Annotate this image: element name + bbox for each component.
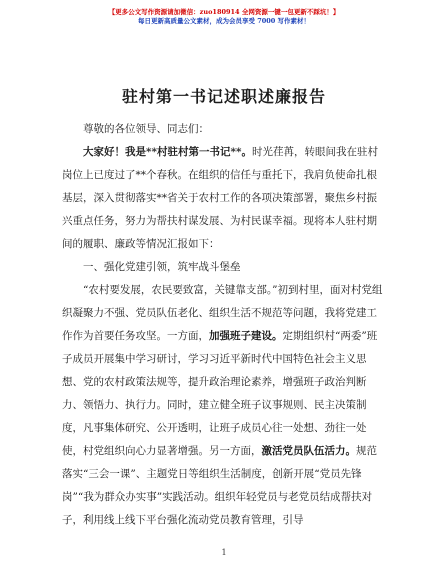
promo-banner bbox=[0, 8, 448, 26]
para2-part-a: “农村要发展，农民要致富，关键靠支部。”初到村里，面对村党组织凝聚力不强、党员队伍老化、组织生活不规范等问题，我将党建工作作为首要任务攻坚。一方面， bbox=[62, 284, 383, 342]
para2-bold-a: 加强班子建设。 bbox=[209, 330, 283, 342]
document-body bbox=[62, 118, 386, 532]
intro-text: 时光荏苒，转眼间我在驻村岗位上已度过了**个春秋。在组织的信任与重托下，我肩负使命扎根基层，深入贯彻落实**省关于农村工作的各项决策部署，聚焦乡村振兴重点任务，努力为帮扶村谋发展、为村民谋幸福。现将本人驻村期间的履职、廉政等情况汇报如下： bbox=[62, 146, 378, 250]
paragraph-intro bbox=[62, 141, 386, 256]
paragraph-party-building bbox=[62, 279, 386, 532]
salutation: 尊敬的各位领导、同志们： bbox=[83, 123, 209, 135]
para2-part-b: 定期组织村“两委”班子成员开展集中学习研讨，学习习近平新时代中国特色社会主义思想、党的农村政策法规等，提升政治理论素养，增强班子政治判断力、领悟力、执行力。同时，建立健全班子议事规则、民主决策制度，凡事集体研究、公开透明，让班子成员心往一处想、劲往一处使，村党组织向心力显著增强。另一方面， bbox=[62, 330, 378, 457]
para2-part-c: 规范落实“三会一课”、主题党日等组织生活制度，创新开展“党员先锋岗”“我为群众办实事”实践活动。组织年轻党员与老党员结成帮扶对子，利用线上线下平台强化流动党员教育管理，引导 bbox=[62, 445, 377, 526]
para2-bold-b: 激活党员队伍活力。 bbox=[261, 445, 356, 457]
section-heading-1: 一、强化党建引领，筑牢战斗堡垒 bbox=[83, 261, 241, 273]
promo-banner-line-1: 【更多公文写作资源请加微信：zuo180914 全网资源一键一包更新不踩坑！】 bbox=[108, 8, 340, 16]
document-title: 驻村第一书记述职述廉报告 bbox=[121, 87, 326, 106]
promo-banner-line-2: 每日更新高质量公文素材，成为会员享受 7000 写作素材！ bbox=[137, 17, 311, 25]
page-number: 1 bbox=[221, 548, 227, 557]
greeting-bold: 大家好！我是**村驻村第一书记**。 bbox=[83, 146, 252, 158]
